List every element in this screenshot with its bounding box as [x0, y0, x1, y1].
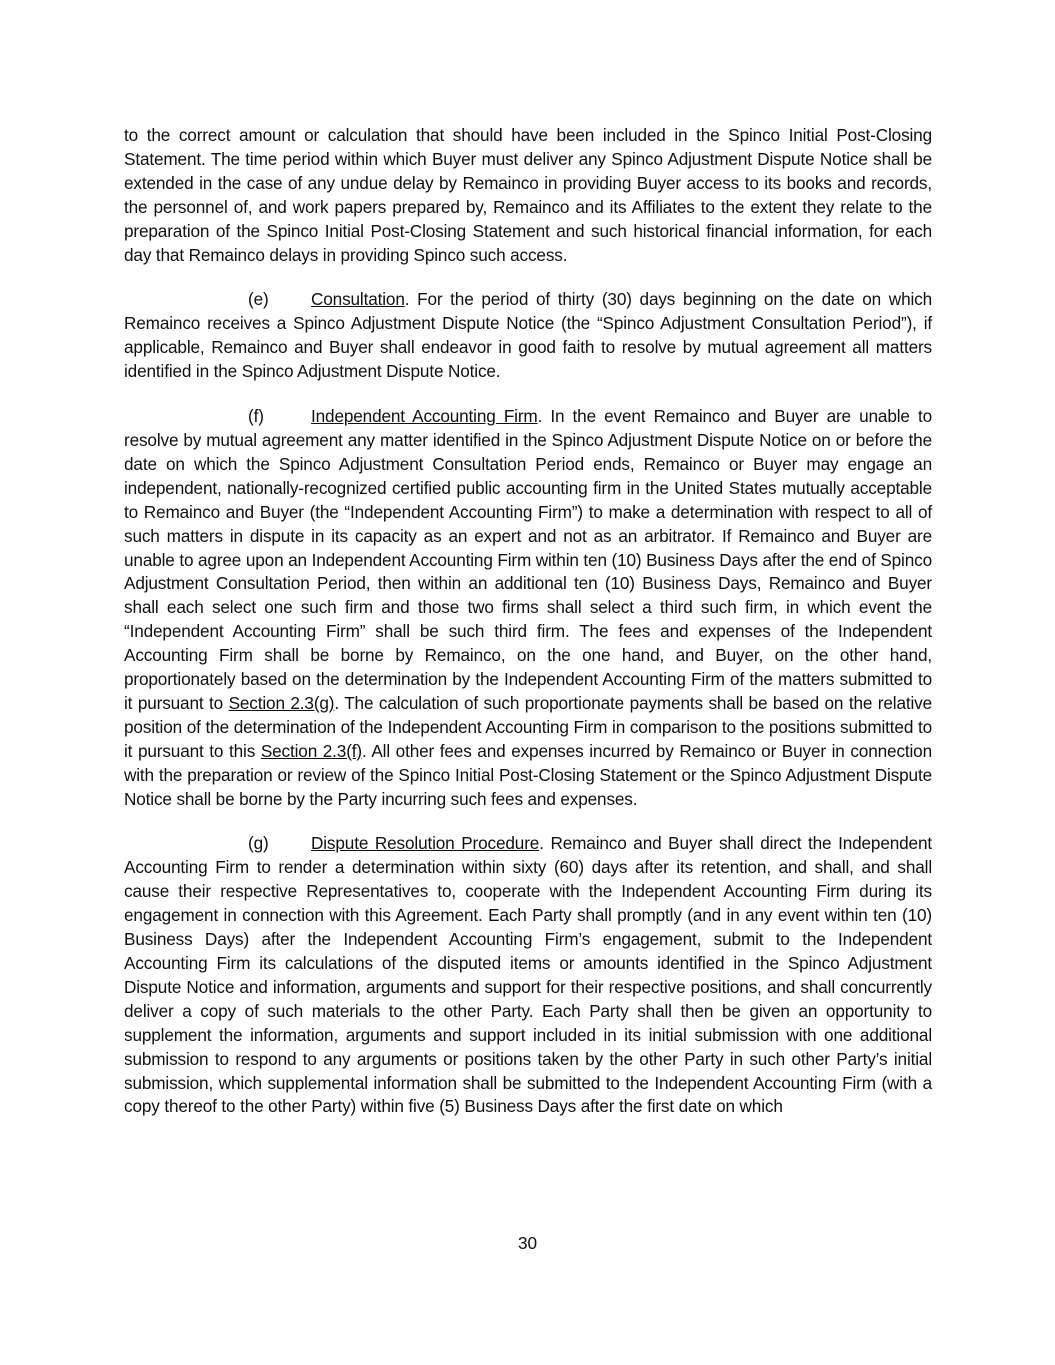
section-number: (f): [248, 406, 264, 427]
section-number: (e): [248, 289, 269, 310]
paragraph-text: . Remainco and Buyer shall direct the Independent Accounting Firm to render a determination within sixty (60) days after its retention, and shall, and shall cause their respective Representatives to, cooperate with the Independent Accounting Firm during its engagement in connection with this Agreement. Each Party shall promptly (and in any event within ten (10) Business Days) after the Independent Accounting Firm’s engagement, submit to the Independent Accounting Firm its calculations of the disputed items or amounts identified in the Spinco Adjustment Dispute Notice and information, arguments and support for their respective positions, and shall concurrently deliver a copy of such materials to the other Party. Each Party shall then be given an opportunity to supplement the information, arguments and support included in its initial submission with one additional submission to respond to any arguments or positions taken by the other Party in such other Party’s initial submission, which supplemental information shall be submitted to the Independent Accounting Firm (with a copy thereof to the other Party) within five (5) Business Days after the first date on which: [124, 833, 933, 1117]
paragraph-e-consultation: [124, 288, 932, 384]
section-heading: Dispute Resolution Procedure: [311, 833, 540, 854]
paragraph-f-independent-accounting-firm: [124, 405, 932, 811]
paragraph-g-dispute-resolution: [124, 832, 932, 1119]
paragraph-text: . For the period of thirty (30) days beginning on the date on which Remainco receives a Spinco Adjustment Dispute Notice (the “Spinco Adjustment Consultation Period”), if applicable, Remainco and Buyer shall endeavor in good faith to resolve by mutual agreement all matters identified in the Spinco Adjustment Dispute Notice.: [124, 289, 932, 382]
paragraph-continuation: [124, 124, 932, 267]
paragraph-text: . The calculation of such proportionate payments shall be based on the relative position of the determination of the Independent Accounting Firm in comparison to the positions submitted to it pursuant to this: [124, 692, 932, 761]
paragraph-text: . In the event Remainco and Buyer are unable to resolve by mutual agreement any matter identified in the Spinco Adjustment Dispute Notice on or before the date on which the Spinco Adjustment Consultation Period ends, Remainco or Buyer may engage an independent, nationally-recognized certified public accounting firm in the United States mutually acceptable to Remainco and Buyer (the “Independent Accounting Firm”) to make a determination with respect to all of such matters in dispute in its capacity as an expert and not as an arbitrator. If Remainco and Buyer are unable to agree upon an Independent Accounting Firm within ten (10) Business Days after the end of Spinco Adjustment Consultation Period, then within an additional ten (10) Business Days, Remainco and Buyer shall each select one such firm and those two firms shall select a third such firm, in which event the “Independent Accounting Firm” shall be such third firm. The fees and expenses of the Independent Accounting Firm shall be borne by Remainco, on the one hand, and Buyer, on the other hand, proportionately based on the determination by the Independent Accounting Firm of the matters submitted to it pursuant to: [124, 406, 932, 713]
section-heading: Independent Accounting Firm: [311, 406, 538, 427]
paragraph-text: to the correct amount or calculation that should have been included in the Spinco Initial Post-Closing Statement. The time period within which Buyer must deliver any Spinco Adjustment Dispute Notice shall be extended in the case of any undue delay by Remainco in providing Buyer access to its books and records, the personnel of, and work papers prepared by, Remainco and its Affiliates to the extent they relate to the preparation of the Spinco Initial Post-Closing Statement and such historical financial information, for each day that Remainco delays in providing Spinco such access.: [124, 125, 932, 265]
paragraph-text: . All other fees and expenses incurred by Remainco or Buyer in connection with the preparation or review of the Spinco Initial Post-Closing Statement or the Spinco Adjustment Dispute Notice shall be borne by the Party incurring such fees and expenses.: [124, 740, 932, 809]
section-number: (g): [248, 833, 269, 854]
section-reference-link[interactable]: Section 2.3(f): [260, 740, 362, 761]
document-body: [124, 124, 932, 1119]
page-number: 30: [517, 1233, 538, 1253]
section-reference-link[interactable]: Section 2.3(g): [228, 692, 335, 713]
section-heading: Consultation: [311, 289, 405, 310]
